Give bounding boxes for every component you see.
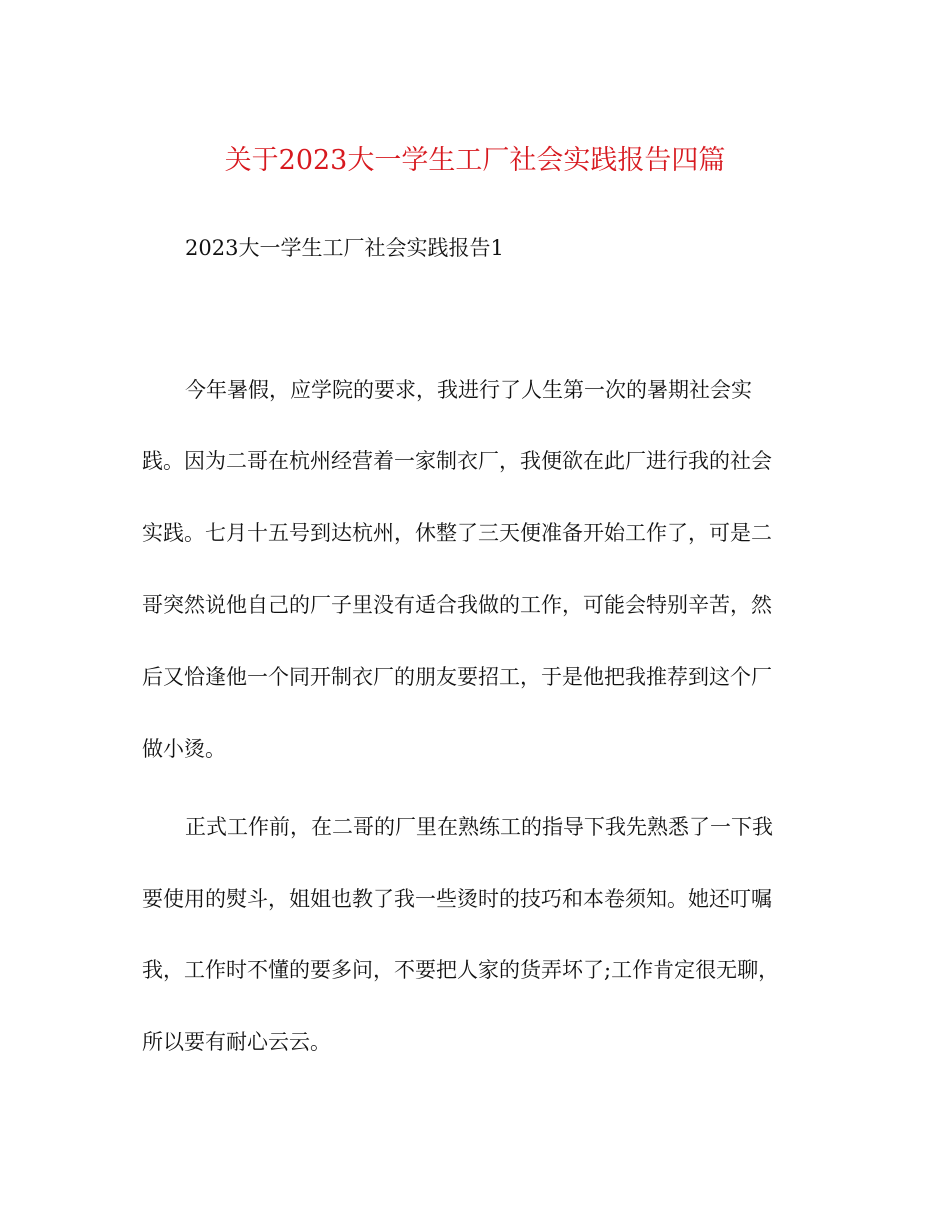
paragraph-line: 要使用的熨斗，姐姐也教了我一些烫时的技巧和本卷须知。她还叮嘱 [142, 887, 772, 911]
section-subtitle: 2023大一学生工厂社会实践报告1 [185, 236, 504, 260]
paragraph-line: 做小烫。 [142, 737, 226, 761]
paragraph-line: 后又恰逢他一个同开制衣厂的朋友要招工，于是他把我推荐到这个厂 [142, 665, 772, 689]
paragraph-line: 正式工作前，在二哥的厂里在熟练工的指导下我先熟悉了一下我 [185, 815, 773, 839]
paragraph-line: 我，工作时不懂的要多问，不要把人家的货弄坏了;工作肯定很无聊， [142, 958, 780, 982]
paragraph-line: 实践。七月十五号到达杭州，休整了三天便准备开始工作了，可是二 [142, 521, 772, 545]
paragraph-line: 践。因为二哥在杭州经营着一家制衣厂，我便欲在此厂进行我的社会 [142, 449, 772, 473]
paragraph-line: 所以要有耐心云云。 [142, 1030, 331, 1054]
paragraph-line: 哥突然说他自己的厂子里没有适合我做的工作，可能会特别辛苦，然 [142, 593, 772, 617]
document-title: 关于2023大一学生工厂社会实践报告四篇 [224, 145, 726, 176]
paragraph-line: 今年暑假，应学院的要求，我进行了人生第一次的暑期社会实 [185, 378, 752, 402]
